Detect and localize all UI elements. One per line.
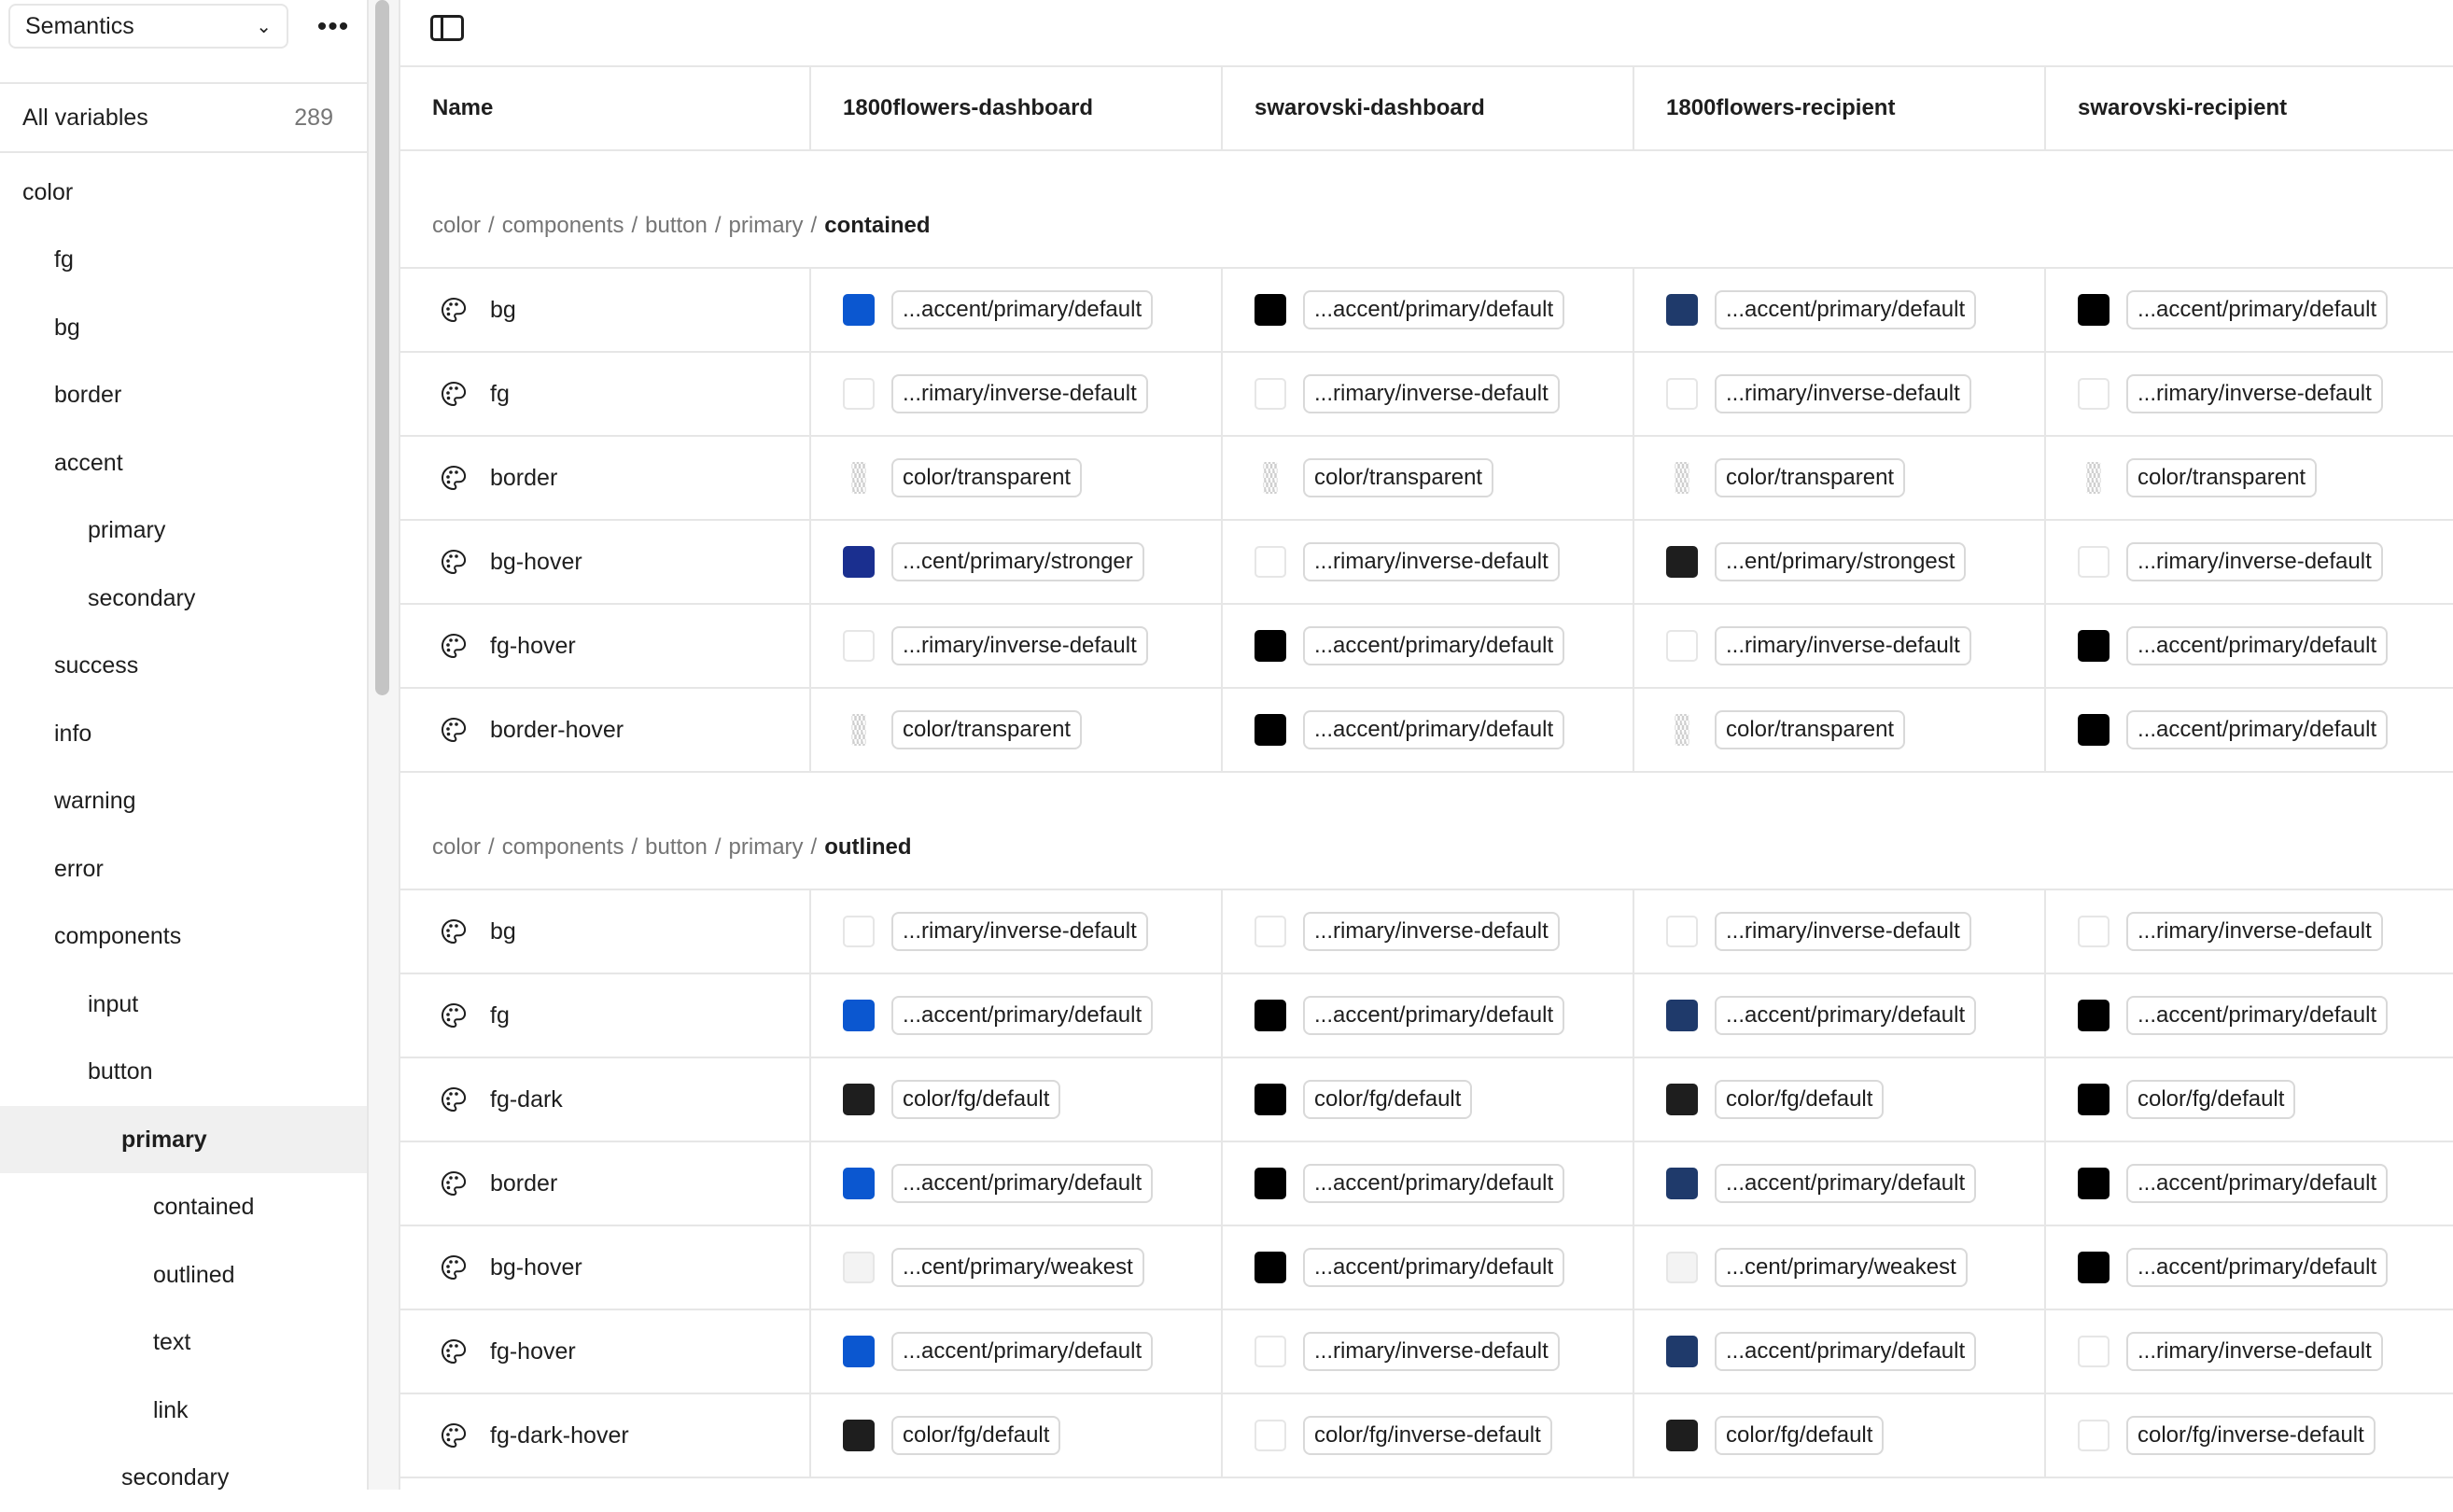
alias-pill[interactable]: color/transparent xyxy=(2126,458,2317,497)
sidebar-item-primary[interactable] xyxy=(0,1106,367,1173)
column-divider xyxy=(1221,67,1223,149)
variable-value-cell[interactable] xyxy=(1255,890,1560,973)
color-palette-icon xyxy=(440,380,468,408)
color-swatch[interactable] xyxy=(843,378,875,410)
alias-pill[interactable]: color/fg/default xyxy=(1715,1080,1884,1119)
group-path-segment: color xyxy=(432,213,482,238)
color-swatch[interactable] xyxy=(1255,1252,1286,1283)
variable-value-cell[interactable] xyxy=(1255,353,1560,435)
variable-value-cell[interactable] xyxy=(2078,437,2317,519)
column-divider xyxy=(1221,269,1223,773)
sidebar-item-bg[interactable] xyxy=(0,294,367,361)
color-swatch[interactable] xyxy=(1255,1336,1286,1367)
variable-value-cell[interactable] xyxy=(2078,353,2383,435)
color-swatch[interactable] xyxy=(843,294,875,326)
variable-name-cell[interactable] xyxy=(400,689,809,771)
toolbar xyxy=(400,0,2453,67)
column-divider xyxy=(809,67,811,149)
variable-value-cell[interactable] xyxy=(843,521,1144,603)
variable-value-cell[interactable] xyxy=(843,1142,1153,1225)
variable-name-cell[interactable] xyxy=(400,974,809,1057)
sidebar-item-info[interactable] xyxy=(0,700,367,767)
variable-name: border xyxy=(490,1169,558,1197)
variable-value-cell[interactable] xyxy=(843,269,1153,351)
alias-pill[interactable]: ...accent/primary/default xyxy=(2126,996,2388,1035)
table-header xyxy=(400,67,2453,151)
group-path-segment: primary xyxy=(728,213,804,238)
color-swatch[interactable] xyxy=(2078,378,2110,410)
variable-value-cell[interactable] xyxy=(1255,521,1560,603)
collection-select-label: Semantics xyxy=(25,12,134,39)
sidebar-item-accent[interactable] xyxy=(0,429,367,497)
variable-name-cell[interactable] xyxy=(400,521,809,603)
table-row[interactable] xyxy=(400,890,2453,974)
sidebar-item-label: text xyxy=(153,1329,191,1355)
color-palette-icon xyxy=(440,1337,468,1365)
sidebar-item-border[interactable] xyxy=(0,362,367,429)
color-swatch[interactable] xyxy=(1255,378,1286,410)
alias-pill[interactable]: ...accent/primary/default xyxy=(1715,1332,1976,1371)
sidebar-item-label: border xyxy=(54,382,122,408)
alias-pill[interactable]: ...accent/primary/default xyxy=(1715,290,1976,329)
variable-name: border xyxy=(490,464,558,491)
variables-table-panel xyxy=(400,0,2453,1490)
sidebar-item-label: primary xyxy=(88,517,166,543)
table-row[interactable] xyxy=(400,1058,2453,1142)
color-swatch[interactable] xyxy=(2078,1252,2110,1283)
variable-name: fg-dark xyxy=(490,1085,563,1113)
variable-value-cell[interactable] xyxy=(1255,1310,1560,1393)
variable-value-cell[interactable] xyxy=(2078,1394,2376,1477)
path-separator: / xyxy=(488,834,495,860)
sidebar-item-label: accent xyxy=(54,449,123,476)
color-palette-icon xyxy=(440,1169,468,1197)
column-divider xyxy=(809,890,811,1478)
sidebar xyxy=(0,0,367,1490)
color-palette-icon xyxy=(440,548,468,576)
color-swatch[interactable] xyxy=(1255,714,1286,746)
alias-pill[interactable]: ...rimary/inverse-default xyxy=(891,374,1148,413)
variable-value-cell[interactable] xyxy=(1255,1142,1564,1225)
alias-pill[interactable]: ...accent/primary/default xyxy=(2126,1248,2388,1287)
variable-value-cell[interactable] xyxy=(2078,1226,2388,1309)
color-swatch[interactable] xyxy=(1255,1168,1286,1199)
sidebar-item-label: button xyxy=(88,1058,153,1085)
table-row[interactable] xyxy=(400,1142,2453,1226)
alias-pill[interactable]: ...accent/primary/default xyxy=(2126,290,2388,329)
color-swatch[interactable] xyxy=(843,1336,875,1367)
alias-pill[interactable]: color/transparent xyxy=(1715,710,1905,749)
sidebar-item-label: contained xyxy=(153,1194,255,1220)
alias-pill[interactable]: ...rimary/inverse-default xyxy=(2126,1332,2383,1371)
sidebar-item-warning[interactable] xyxy=(0,768,367,835)
alias-pill[interactable]: color/transparent xyxy=(891,458,1082,497)
color-swatch[interactable] xyxy=(1666,1336,1698,1367)
color-swatch[interactable] xyxy=(843,630,875,662)
alias-pill[interactable]: ...cent/primary/weakest xyxy=(891,1248,1144,1287)
alias-pill[interactable]: ...accent/primary/default xyxy=(1303,1248,1564,1287)
alias-pill[interactable]: ...accent/primary/default xyxy=(891,1332,1153,1371)
variable-value-cell[interactable] xyxy=(843,353,1148,435)
table-row[interactable] xyxy=(400,1226,2453,1310)
path-separator: / xyxy=(631,213,638,238)
sidebar-item-label: info xyxy=(54,720,92,747)
variable-value-cell[interactable] xyxy=(2078,890,2383,973)
table-row[interactable] xyxy=(400,605,2453,689)
table-row[interactable] xyxy=(400,689,2453,773)
variable-value-cell[interactable] xyxy=(843,1226,1144,1309)
column-divider xyxy=(1633,269,1634,773)
alias-pill[interactable]: ...rimary/inverse-default xyxy=(1303,912,1560,951)
alias-pill[interactable]: ...accent/primary/default xyxy=(1303,626,1564,665)
alias-pill[interactable]: ...accent/primary/default xyxy=(891,996,1153,1035)
alias-pill[interactable]: ...accent/primary/default xyxy=(891,1164,1153,1203)
variable-value-cell[interactable] xyxy=(1255,1058,1472,1141)
alias-pill[interactable]: ...rimary/inverse-default xyxy=(1303,542,1560,581)
alias-pill[interactable]: ...rimary/inverse-default xyxy=(1715,912,1971,951)
variable-value-cell[interactable] xyxy=(1666,974,1976,1057)
alias-pill[interactable]: ...cent/primary/stronger xyxy=(891,542,1144,581)
group-path-segment: color xyxy=(432,834,482,860)
color-palette-icon xyxy=(440,296,468,324)
sidebar-item-secondary[interactable] xyxy=(0,565,367,632)
color-swatch[interactable] xyxy=(851,714,865,746)
variable-name: border-hover xyxy=(490,716,624,743)
sidebar-item-primary[interactable] xyxy=(0,497,367,565)
variable-value-cell[interactable] xyxy=(1255,689,1564,771)
sidebar-item-label: components xyxy=(54,923,182,949)
variable-name: bg-hover xyxy=(490,1253,582,1281)
alias-pill[interactable]: ...rimary/inverse-default xyxy=(1715,374,1971,413)
variable-name-cell[interactable] xyxy=(400,1142,809,1225)
color-swatch[interactable] xyxy=(851,462,865,494)
variable-value-cell[interactable] xyxy=(1666,689,1905,771)
variable-value-cell[interactable] xyxy=(1666,521,1966,603)
sidebar-item-label: error xyxy=(54,855,104,882)
variable-name-cell[interactable] xyxy=(400,605,809,687)
variable-value-cell[interactable] xyxy=(1666,353,1971,435)
group-path xyxy=(432,213,931,239)
alias-pill[interactable]: ...accent/primary/default xyxy=(1715,1164,1976,1203)
column-divider xyxy=(2044,269,2046,773)
alias-pill[interactable]: color/fg/default xyxy=(2126,1080,2295,1119)
color-swatch[interactable] xyxy=(1255,1084,1286,1115)
variable-name-cell[interactable] xyxy=(400,1226,809,1309)
color-swatch[interactable] xyxy=(2078,1084,2110,1115)
color-swatch[interactable] xyxy=(2078,1168,2110,1199)
variable-name-cell[interactable] xyxy=(400,1310,809,1393)
group-path-leaf: contained xyxy=(824,213,931,238)
alias-pill[interactable]: ...ent/primary/strongest xyxy=(1715,542,1966,581)
color-palette-icon xyxy=(440,917,468,945)
group-path-segment: button xyxy=(645,213,708,238)
color-swatch[interactable] xyxy=(1666,1168,1698,1199)
color-swatch[interactable] xyxy=(2078,714,2110,746)
group-path-segment: button xyxy=(645,834,708,860)
path-separator: / xyxy=(714,213,722,238)
sidebar-scrollbar-thumb[interactable] xyxy=(375,0,389,695)
all-variables-item[interactable] xyxy=(0,84,367,151)
color-swatch[interactable] xyxy=(2078,630,2110,662)
color-swatch[interactable] xyxy=(1666,378,1698,410)
variable-name: fg-hover xyxy=(490,1337,576,1365)
variable-value-cell[interactable] xyxy=(2078,974,2388,1057)
color-swatch[interactable] xyxy=(2078,1420,2110,1451)
color-swatch[interactable] xyxy=(1666,1000,1698,1031)
variable-value-cell[interactable] xyxy=(843,1310,1153,1393)
table-row[interactable] xyxy=(400,1310,2453,1394)
variable-name: bg xyxy=(490,917,516,945)
variable-value-cell[interactable] xyxy=(1255,437,1493,519)
variable-name: fg xyxy=(490,380,510,407)
variable-value-cell[interactable] xyxy=(1666,1142,1976,1225)
color-swatch[interactable] xyxy=(1255,1000,1286,1031)
variable-value-cell[interactable] xyxy=(2078,605,2388,687)
alias-pill[interactable]: ...cent/primary/weakest xyxy=(1715,1248,1968,1287)
color-swatch[interactable] xyxy=(1255,294,1286,326)
variable-value-cell[interactable] xyxy=(1666,1310,1976,1393)
variable-name-cell[interactable] xyxy=(400,269,809,351)
alias-pill[interactable]: color/fg/default xyxy=(891,1416,1060,1455)
column-divider xyxy=(1633,890,1634,1478)
color-palette-icon xyxy=(440,632,468,660)
variable-value-cell[interactable] xyxy=(2078,1142,2388,1225)
color-swatch[interactable] xyxy=(1666,1084,1698,1115)
variable-value-cell[interactable] xyxy=(843,1394,1060,1477)
all-variables-count: 289 xyxy=(294,104,333,131)
alias-pill[interactable]: color/transparent xyxy=(891,710,1082,749)
variable-name: fg-dark-hover xyxy=(490,1421,629,1449)
alias-pill[interactable]: ...rimary/inverse-default xyxy=(1303,374,1560,413)
color-swatch[interactable] xyxy=(1666,630,1698,662)
variable-value-cell[interactable] xyxy=(1666,605,1971,687)
color-palette-icon xyxy=(440,1085,468,1113)
color-swatch[interactable] xyxy=(1263,462,1277,494)
sidebar-item-contained[interactable] xyxy=(0,1174,367,1241)
sidebar-item-label: secondary xyxy=(121,1464,230,1491)
sidebar-item-label: warning xyxy=(54,788,136,814)
alias-pill[interactable]: ...accent/primary/default xyxy=(1303,1164,1564,1203)
variable-name-cell[interactable] xyxy=(400,890,809,973)
column-divider xyxy=(809,269,811,773)
sidebar-item-color[interactable] xyxy=(0,159,367,226)
alias-pill[interactable]: ...accent/primary/default xyxy=(1715,996,1976,1035)
color-swatch[interactable] xyxy=(843,1168,875,1199)
alias-pill[interactable]: color/fg/default xyxy=(891,1080,1060,1119)
variable-value-cell[interactable] xyxy=(843,1058,1060,1141)
sidebar-item-label: primary xyxy=(121,1126,207,1153)
variable-value-cell[interactable] xyxy=(1666,1058,1884,1141)
sidebar-toggle-icon[interactable] xyxy=(430,15,464,41)
color-swatch[interactable] xyxy=(1666,546,1698,578)
column-header-name[interactable]: Name xyxy=(432,95,494,120)
alias-pill[interactable]: ...accent/primary/default xyxy=(2126,626,2388,665)
color-swatch[interactable] xyxy=(2078,1336,2110,1367)
alias-pill[interactable]: ...accent/primary/default xyxy=(2126,710,2388,749)
variable-value-cell[interactable] xyxy=(843,689,1082,771)
column-divider xyxy=(2044,67,2046,149)
path-separator: / xyxy=(810,834,818,860)
column-header-mode-1[interactable]: 1800flowers-dashboard xyxy=(843,95,1094,120)
table-row[interactable] xyxy=(400,269,2453,353)
alias-pill[interactable]: ...accent/primary/default xyxy=(1303,290,1564,329)
color-swatch[interactable] xyxy=(2078,294,2110,326)
column-divider xyxy=(1221,890,1223,1478)
all-variables-label: All variables xyxy=(22,104,148,131)
sidebar-item-success[interactable] xyxy=(0,633,367,700)
variable-value-cell[interactable] xyxy=(2078,689,2388,771)
sidebar-item-link[interactable] xyxy=(0,1377,367,1444)
color-swatch[interactable] xyxy=(1255,916,1286,947)
variable-name: fg xyxy=(490,1001,510,1029)
color-swatch[interactable] xyxy=(1255,630,1286,662)
group-path-segment: components xyxy=(501,213,624,238)
alias-pill[interactable]: color/transparent xyxy=(1715,458,1905,497)
sidebar-item-error[interactable] xyxy=(0,835,367,903)
color-swatch[interactable] xyxy=(843,1000,875,1031)
alias-pill[interactable]: ...accent/primary/default xyxy=(1303,996,1564,1035)
table-row[interactable] xyxy=(400,1394,2453,1478)
color-swatch[interactable] xyxy=(843,1420,875,1451)
color-swatch[interactable] xyxy=(1255,546,1286,578)
table-row[interactable] xyxy=(400,974,2453,1058)
color-swatch[interactable] xyxy=(1675,462,1689,494)
color-palette-icon xyxy=(440,464,468,492)
alias-pill[interactable]: ...rimary/inverse-default xyxy=(1303,1332,1560,1371)
sidebar-item-label: link xyxy=(153,1396,189,1423)
color-swatch[interactable] xyxy=(1666,1252,1698,1283)
alias-pill[interactable]: color/fg/inverse-default xyxy=(2126,1416,2376,1455)
sidebar-item-label: fg xyxy=(54,246,74,273)
sidebar-item-text[interactable] xyxy=(0,1309,367,1377)
variable-value-cell[interactable] xyxy=(1666,1394,1884,1477)
color-swatch[interactable] xyxy=(1666,1420,1698,1451)
sidebar-item-label: outlined xyxy=(153,1261,235,1288)
variable-name-cell[interactable] xyxy=(400,1058,809,1141)
alias-pill[interactable]: color/fg/default xyxy=(1303,1080,1472,1119)
sidebar-item-secondary[interactable] xyxy=(0,1445,367,1512)
color-palette-icon xyxy=(440,1001,468,1029)
variable-value-cell[interactable] xyxy=(2078,269,2388,351)
path-separator: / xyxy=(714,834,722,860)
color-swatch[interactable] xyxy=(1666,916,1698,947)
table-row[interactable] xyxy=(400,437,2453,521)
sidebar-item-button[interactable] xyxy=(0,1039,367,1106)
sidebar-item-label: input xyxy=(88,990,139,1017)
variable-value-cell[interactable] xyxy=(2078,1058,2295,1141)
alias-pill[interactable]: ...accent/primary/default xyxy=(1303,710,1564,749)
variable-value-cell[interactable] xyxy=(1255,269,1564,351)
variable-value-cell[interactable] xyxy=(1666,890,1971,973)
divider xyxy=(0,151,367,153)
variable-value-cell[interactable] xyxy=(1255,1394,1552,1477)
variable-value-cell[interactable] xyxy=(2078,521,2383,603)
color-swatch[interactable] xyxy=(2086,462,2100,494)
variable-value-cell[interactable] xyxy=(1666,437,1905,519)
column-header-mode-4[interactable]: swarovski-recipient xyxy=(2078,95,2288,120)
sidebar-item-label: secondary xyxy=(88,584,196,611)
column-header-mode-2[interactable]: swarovski-dashboard xyxy=(1255,95,1485,120)
column-header-mode-3[interactable]: 1800flowers-recipient xyxy=(1666,95,1896,120)
alias-pill[interactable]: ...rimary/inverse-default xyxy=(2126,374,2383,413)
alias-pill[interactable]: ...accent/primary/default xyxy=(2126,1164,2388,1203)
color-palette-icon xyxy=(440,716,468,744)
variable-name-cell[interactable] xyxy=(400,437,809,519)
alias-pill[interactable]: color/transparent xyxy=(1303,458,1493,497)
color-swatch[interactable] xyxy=(2078,1000,2110,1031)
group-path-segment: primary xyxy=(728,834,804,860)
variable-value-cell[interactable] xyxy=(843,890,1148,973)
sidebar-item-outlined[interactable] xyxy=(0,1241,367,1309)
color-palette-icon xyxy=(440,1253,468,1281)
group-path-segment: components xyxy=(501,834,624,860)
variable-value-cell[interactable] xyxy=(1255,974,1564,1057)
color-swatch[interactable] xyxy=(843,916,875,947)
variable-name: bg-hover xyxy=(490,548,582,575)
variable-value-cell[interactable] xyxy=(1255,605,1564,687)
variable-value-cell[interactable] xyxy=(1666,269,1976,351)
table-row[interactable] xyxy=(400,353,2453,437)
color-swatch[interactable] xyxy=(843,1252,875,1283)
alias-pill[interactable]: ...rimary/inverse-default xyxy=(2126,542,2383,581)
variable-value-cell[interactable] xyxy=(1255,1226,1564,1309)
variable-value-cell[interactable] xyxy=(843,974,1153,1057)
variable-value-cell[interactable] xyxy=(843,605,1148,687)
sidebar-item-components[interactable] xyxy=(0,903,367,971)
chevron-down-icon: ⌄ xyxy=(256,16,272,37)
color-swatch[interactable] xyxy=(2078,546,2110,578)
column-divider xyxy=(1633,67,1634,149)
collection-select[interactable] xyxy=(8,4,288,49)
sidebar-item-label: success xyxy=(54,652,139,679)
group-path-leaf: outlined xyxy=(824,834,912,860)
more-options-icon[interactable]: ••• xyxy=(316,11,350,42)
alias-pill[interactable]: ...rimary/inverse-default xyxy=(891,912,1148,951)
sidebar-item-fg[interactable] xyxy=(0,227,367,294)
variable-value-cell[interactable] xyxy=(1666,1226,1968,1309)
variable-value-cell[interactable] xyxy=(843,437,1082,519)
group-path xyxy=(432,834,912,861)
variable-name-cell[interactable] xyxy=(400,1394,809,1477)
path-separator: / xyxy=(810,213,818,238)
variable-name: bg xyxy=(490,296,516,323)
variable-value-cell[interactable] xyxy=(2078,1310,2383,1393)
sidebar-item-label: bg xyxy=(54,314,80,341)
color-palette-icon xyxy=(440,1421,468,1449)
alias-pill[interactable]: ...accent/primary/default xyxy=(891,290,1153,329)
column-divider xyxy=(2044,890,2046,1478)
color-swatch[interactable] xyxy=(843,1084,875,1115)
table-row[interactable] xyxy=(400,521,2453,605)
path-separator: / xyxy=(488,213,495,238)
color-swatch[interactable] xyxy=(1675,714,1689,746)
color-swatch[interactable] xyxy=(2078,916,2110,947)
sidebar-item-label: color xyxy=(22,178,74,205)
sidebar-item-input[interactable] xyxy=(0,971,367,1038)
color-swatch[interactable] xyxy=(1255,1420,1286,1451)
path-separator: / xyxy=(631,834,638,860)
alias-pill[interactable]: color/fg/default xyxy=(1715,1416,1884,1455)
color-swatch[interactable] xyxy=(843,546,875,578)
variable-name: fg-hover xyxy=(490,632,576,659)
alias-pill[interactable]: ...rimary/inverse-default xyxy=(1715,626,1971,665)
color-swatch[interactable] xyxy=(1666,294,1698,326)
variable-name-cell[interactable] xyxy=(400,353,809,435)
alias-pill[interactable]: color/fg/inverse-default xyxy=(1303,1416,1552,1455)
alias-pill[interactable]: ...rimary/inverse-default xyxy=(891,626,1148,665)
alias-pill[interactable]: ...rimary/inverse-default xyxy=(2126,912,2383,951)
